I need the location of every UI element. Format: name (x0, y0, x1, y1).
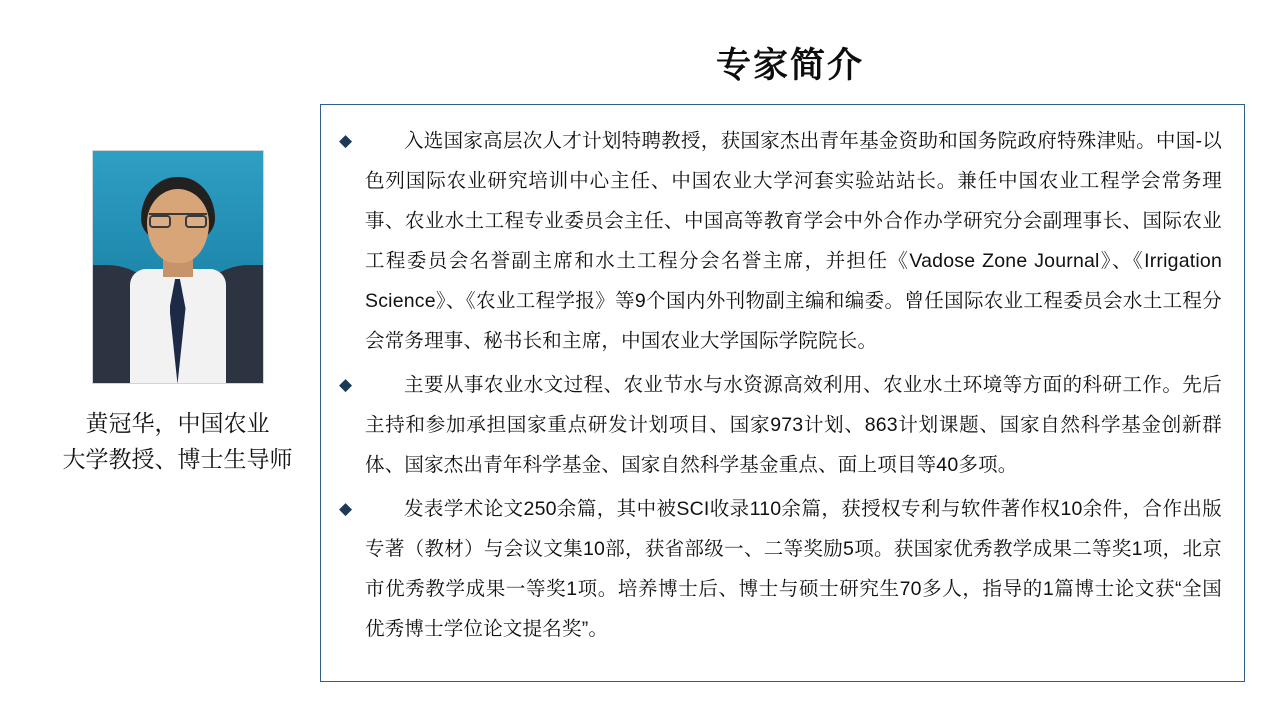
bullet-paragraph (339, 489, 1222, 649)
profile-column (40, 150, 315, 477)
glasses-icon (149, 213, 207, 228)
bullet-paragraph (339, 365, 1222, 485)
diamond-bullet-icon: ◆ (339, 375, 353, 394)
page-title: 专家简介 (715, 46, 864, 85)
portrait-photo (92, 150, 264, 384)
biography-box (320, 104, 1245, 682)
bullet-paragraph-text: 主要从事农业水文过程、农业节水与水资源高效利用、农业水土环境等方面的科研工作。先后主持和参加承担国家重点研发计划项目、国家973计划、863计划课题、国家自然科学基金创新群体、国家杰出青年科学基金、国家自然科学基金重点、面上项目等40多项。 (365, 374, 1222, 476)
diamond-bullet-icon: ◆ (339, 499, 353, 518)
diamond-bullet-icon: ◆ (339, 131, 353, 150)
profile-caption (40, 406, 315, 477)
bullet-paragraph-text: 入选国家高层次人才计划特聘教授，获国家杰出青年基金资助和国务院政府特殊津贴。中国-以色列国际农业研究培训中心主任、中国农业大学河套实验站站长。兼任中国农业工程学会常务理事、农业水土工程专业委员会主任、中国高等教育学会中外合作办学研究分会副理事长、国际农业工程委员会名誉副主席和水土工程分会名誉主席，并担任《Vadose Zone Journal》、《Irrigation Science》、《农业工程学报》等9个国内外刊物副主编和编委。曾任国际农业工程委员会水土工程分会常务理事、秘书长和主席，中国农业大学国际学院院长。 (365, 130, 1222, 352)
bullet-paragraph (339, 121, 1222, 361)
profile-caption-line-1: 黄冠华，中国农业 (85, 410, 270, 436)
profile-caption-line-2: 大学教授、博士生导师 (62, 445, 293, 472)
bullet-paragraph-text: 发表学术论文250余篇，其中被SCI收录110余篇，获授权专利与软件著作权10余件，合作出版专著（教材）与会议文集10部，获省部级一、二等奖励5项。获国家优秀教学成果二等奖1项，北京市优秀教学成果一等奖1项。培养博士后、博士与硕士研究生70多人，指导的1篇博士论文获“全国优秀博士学位论文提名奖”。 (365, 498, 1222, 640)
